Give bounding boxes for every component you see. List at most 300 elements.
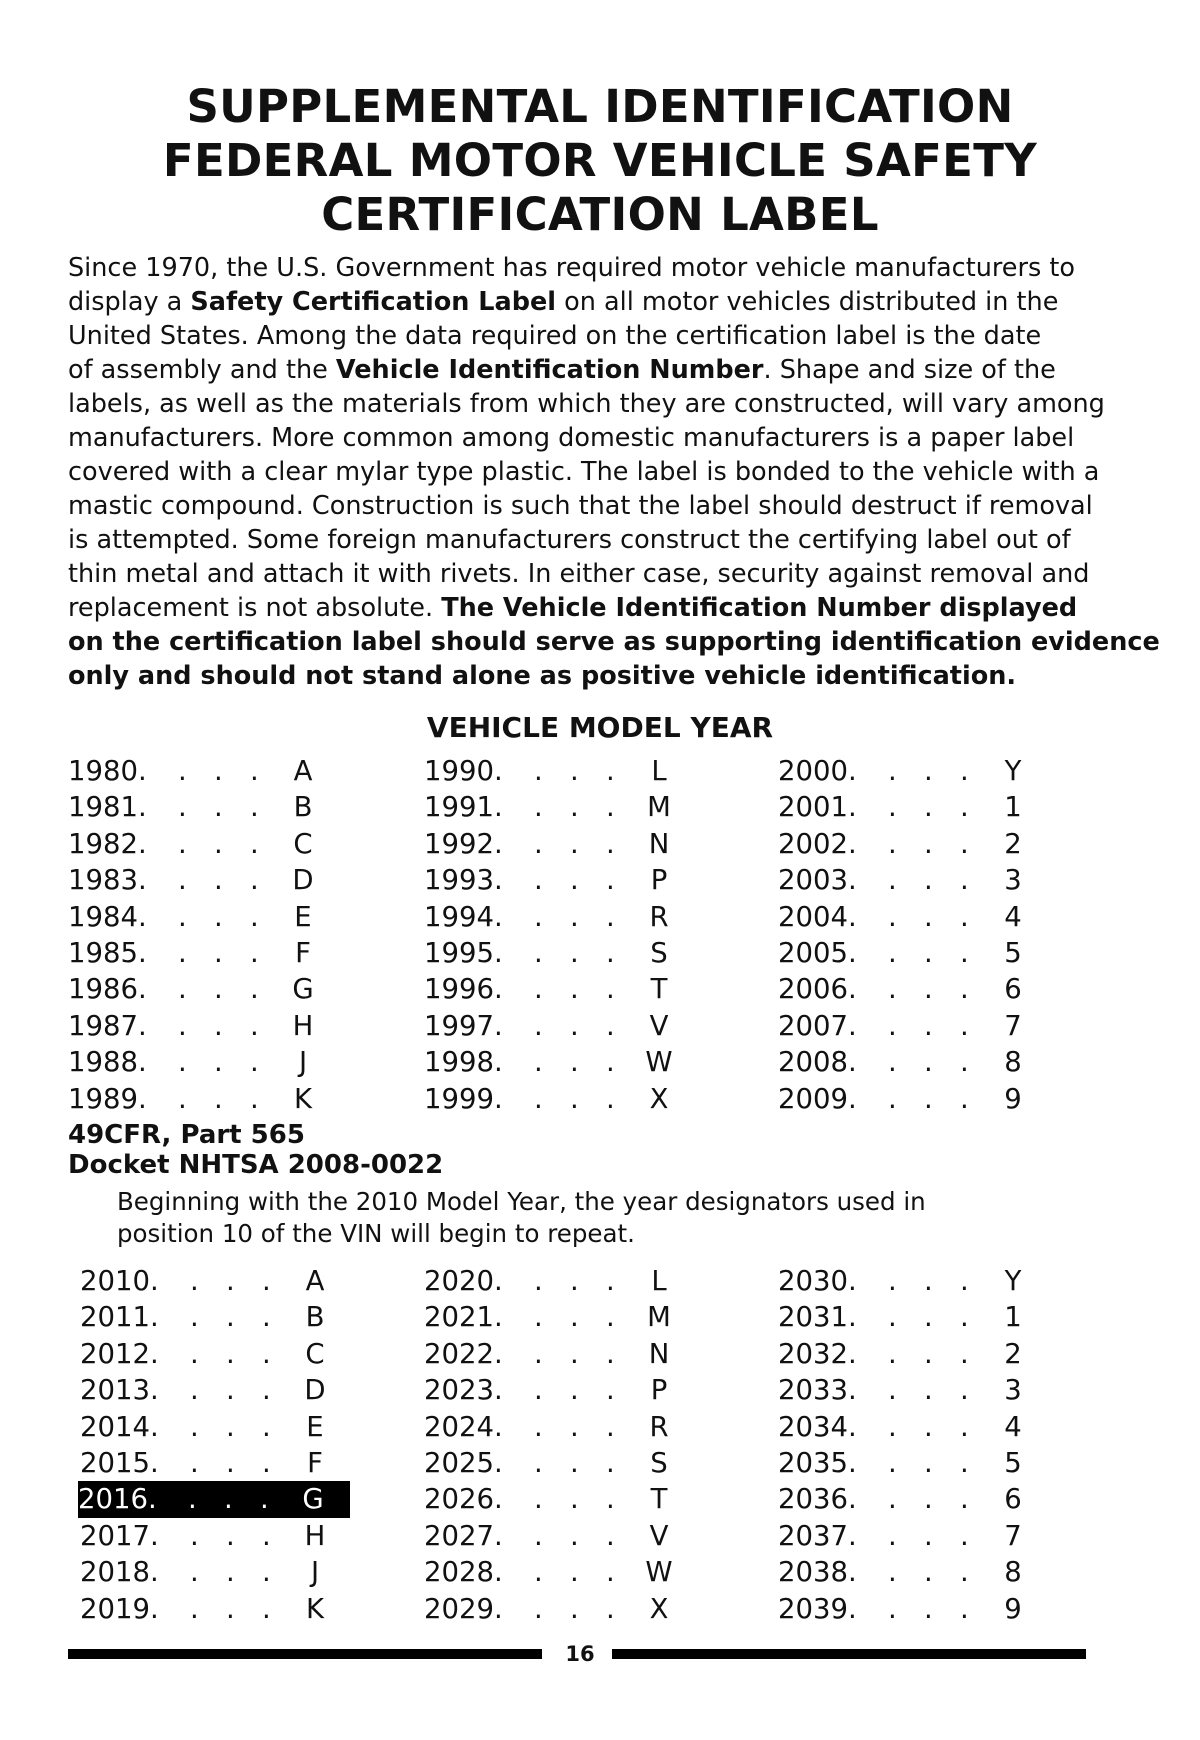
year-code-row bbox=[80, 1591, 360, 1627]
model-year: 2017. bbox=[80, 1519, 159, 1552]
year-code-row bbox=[778, 862, 1058, 898]
model-year: 1981. bbox=[68, 791, 147, 824]
model-year: 2016. bbox=[78, 1483, 157, 1516]
leader-dot: . bbox=[534, 1410, 543, 1443]
leader-dot: . bbox=[214, 973, 223, 1006]
model-year: 2007. bbox=[778, 1009, 857, 1042]
title-line-1: SUPPLEMENTAL IDENTIFICATION bbox=[186, 80, 1014, 133]
model-year: 2011. bbox=[80, 1301, 159, 1334]
year-code-row bbox=[778, 1299, 1058, 1335]
leader-dot: . bbox=[190, 1556, 199, 1589]
leader-dot: . bbox=[960, 1046, 969, 1079]
leader-dot: . bbox=[250, 936, 259, 969]
leader-dot: . bbox=[960, 936, 969, 969]
leader-dot: . bbox=[960, 1519, 969, 1552]
year-code: 8 bbox=[1004, 1046, 1022, 1079]
leader-dot: . bbox=[190, 1374, 199, 1407]
leader-dot: . bbox=[226, 1592, 235, 1625]
leader-dot: . bbox=[190, 1519, 199, 1552]
leader-dot: . bbox=[214, 864, 223, 897]
year-code: R bbox=[649, 1410, 669, 1443]
year-code: L bbox=[651, 755, 667, 787]
leader-dot: . bbox=[226, 1556, 235, 1589]
year-code: M bbox=[647, 791, 671, 824]
leader-dot: . bbox=[178, 1046, 187, 1079]
model-year: 1996. bbox=[424, 973, 503, 1006]
leader-dot: . bbox=[534, 936, 543, 969]
intro-text: of assembly and the bbox=[68, 355, 336, 385]
leader-dot: . bbox=[606, 973, 615, 1006]
leader-dot: . bbox=[224, 1483, 233, 1516]
leader-dot: . bbox=[570, 1265, 579, 1297]
year-code: S bbox=[650, 936, 668, 969]
year-code: G bbox=[292, 973, 314, 1006]
leader-dot: . bbox=[250, 827, 259, 860]
leader-dot: . bbox=[606, 1592, 615, 1625]
model-year: 2003. bbox=[778, 864, 857, 897]
intro-text: replacement is not absolute. bbox=[68, 593, 442, 623]
leader-dot: . bbox=[606, 1483, 615, 1516]
leader-dot: . bbox=[924, 1410, 933, 1443]
leader-dot: . bbox=[606, 1337, 615, 1370]
leader-dot: . bbox=[250, 1009, 259, 1042]
year-code-row bbox=[424, 826, 704, 862]
year-code: K bbox=[305, 1592, 325, 1625]
year-code: D bbox=[292, 864, 314, 897]
year-code-row bbox=[68, 826, 348, 862]
leader-dot: . bbox=[960, 900, 969, 933]
year-code: N bbox=[648, 1337, 670, 1370]
model-year: 2009. bbox=[778, 1082, 857, 1115]
leader-dot: . bbox=[960, 1082, 969, 1115]
year-code: 1 bbox=[1004, 1301, 1022, 1334]
leader-dot: . bbox=[606, 1265, 615, 1297]
intro-text: thin metal and attach it with rivets. In either case, security against removal and bbox=[68, 559, 1090, 589]
model-year: 2031. bbox=[778, 1301, 857, 1334]
leader-dot: . bbox=[226, 1337, 235, 1370]
year-code: 8 bbox=[1004, 1556, 1022, 1589]
year-code-row bbox=[778, 899, 1058, 935]
leader-dot: . bbox=[606, 900, 615, 933]
model-year: 2030. bbox=[778, 1265, 857, 1297]
leader-dot: . bbox=[178, 864, 187, 897]
year-code-row bbox=[424, 789, 704, 825]
model-year: 1985. bbox=[68, 936, 147, 969]
leader-dot: . bbox=[888, 1265, 897, 1297]
model-year: 2035. bbox=[778, 1446, 857, 1479]
leader-dot: . bbox=[570, 1046, 579, 1079]
leader-dot: . bbox=[888, 1046, 897, 1079]
leader-dot: . bbox=[570, 973, 579, 1006]
leader-dot: . bbox=[888, 1446, 897, 1479]
year-code: 9 bbox=[1004, 1082, 1022, 1115]
intro-text: . Shape and size of the bbox=[763, 355, 1056, 385]
page-number: 16 bbox=[565, 1642, 595, 1666]
leader-dot: . bbox=[190, 1301, 199, 1334]
intro-paragraph bbox=[68, 251, 1160, 693]
leader-dot: . bbox=[262, 1301, 271, 1334]
reference-line-2: Docket NHTSA 2008-0022 bbox=[68, 1150, 444, 1180]
leader-dot: . bbox=[226, 1265, 235, 1297]
leader-dot: . bbox=[534, 1337, 543, 1370]
leader-dot: . bbox=[888, 827, 897, 860]
leader-dot: . bbox=[888, 1410, 897, 1443]
leader-dot: . bbox=[960, 1337, 969, 1370]
model-year: 1992. bbox=[424, 827, 503, 860]
leader-dot: . bbox=[960, 864, 969, 897]
year-code: H bbox=[292, 1009, 314, 1042]
leader-dot: . bbox=[570, 1410, 579, 1443]
leader-dot: . bbox=[606, 1082, 615, 1115]
year-code-row bbox=[778, 1372, 1058, 1408]
year-table-2-col-1 bbox=[80, 1263, 360, 1627]
leader-dot: . bbox=[262, 1446, 271, 1479]
leader-dot: . bbox=[606, 755, 615, 787]
model-year: 1989. bbox=[68, 1082, 147, 1115]
leader-dot: . bbox=[924, 791, 933, 824]
leader-dot: . bbox=[960, 1410, 969, 1443]
intro-line bbox=[68, 387, 1148, 421]
leader-dot: . bbox=[190, 1410, 199, 1443]
model-year: 1980. bbox=[68, 755, 147, 787]
leader-dot: . bbox=[888, 1301, 897, 1334]
model-year: 2020. bbox=[424, 1265, 503, 1297]
leader-dot: . bbox=[570, 1519, 579, 1552]
year-code: M bbox=[647, 1301, 671, 1334]
leader-dot: . bbox=[250, 755, 259, 787]
regulation-reference bbox=[68, 1120, 443, 1180]
year-table-1-col-1 bbox=[68, 753, 348, 1117]
year-code: P bbox=[650, 864, 668, 897]
leader-dot: . bbox=[606, 1556, 615, 1589]
footer-rule-left bbox=[68, 1649, 542, 1659]
model-year: 1986. bbox=[68, 973, 147, 1006]
leader-dot: . bbox=[960, 1374, 969, 1407]
year-table-1-col-3 bbox=[778, 753, 1058, 1117]
leader-dot: . bbox=[178, 755, 187, 787]
leader-dot: . bbox=[214, 1082, 223, 1115]
year-table-2-col-3 bbox=[778, 1263, 1058, 1627]
leader-dot: . bbox=[606, 791, 615, 824]
year-code-row bbox=[778, 1081, 1058, 1117]
model-year: 2002. bbox=[778, 827, 857, 860]
leader-dot: . bbox=[190, 1337, 199, 1370]
leader-dot: . bbox=[534, 1592, 543, 1625]
leader-dot: . bbox=[888, 973, 897, 1006]
reference-line-1: 49CFR, Part 565 bbox=[68, 1120, 305, 1150]
leader-dot: . bbox=[924, 900, 933, 933]
leader-dot: . bbox=[570, 864, 579, 897]
year-code: L bbox=[651, 1265, 667, 1297]
repeat-note bbox=[117, 1186, 1017, 1250]
year-code-row bbox=[424, 1372, 704, 1408]
year-code-row bbox=[778, 1481, 1058, 1517]
intro-line bbox=[68, 285, 1148, 319]
leader-dot: . bbox=[226, 1446, 235, 1479]
leader-dot: . bbox=[924, 1337, 933, 1370]
leader-dot: . bbox=[570, 1592, 579, 1625]
leader-dot: . bbox=[960, 1592, 969, 1625]
note-line-1: Beginning with the 2010 Model Year, the year designators used in bbox=[117, 1187, 926, 1216]
year-code: K bbox=[293, 1082, 313, 1115]
leader-dot: . bbox=[178, 1009, 187, 1042]
year-code-row bbox=[80, 1372, 360, 1408]
intro-text: mastic compound. Construction is such that the label should destruct if removal bbox=[68, 491, 1093, 521]
year-code: B bbox=[293, 791, 313, 824]
leader-dot: . bbox=[214, 900, 223, 933]
intro-line bbox=[68, 557, 1148, 591]
leader-dot: . bbox=[534, 973, 543, 1006]
leader-dot: . bbox=[214, 1009, 223, 1042]
year-code-row bbox=[424, 1481, 704, 1517]
leader-dot: . bbox=[960, 791, 969, 824]
leader-dot: . bbox=[960, 1483, 969, 1516]
leader-dot: . bbox=[924, 1446, 933, 1479]
year-code-row bbox=[778, 1008, 1058, 1044]
year-code: W bbox=[645, 1556, 673, 1589]
leader-dot: . bbox=[226, 1519, 235, 1552]
leader-dot: . bbox=[534, 1265, 543, 1297]
leader-dot: . bbox=[606, 827, 615, 860]
leader-dot: . bbox=[606, 1046, 615, 1079]
leader-dot: . bbox=[924, 864, 933, 897]
leader-dot: . bbox=[960, 827, 969, 860]
intro-line bbox=[68, 523, 1148, 557]
intro-text: labels, as well as the materials from which they are constructed, will vary among bbox=[68, 389, 1105, 419]
year-code-row bbox=[424, 1008, 704, 1044]
model-year: 1991. bbox=[424, 791, 503, 824]
leader-dot: . bbox=[888, 1082, 897, 1115]
leader-dot: . bbox=[262, 1519, 271, 1552]
leader-dot: . bbox=[214, 936, 223, 969]
leader-dot: . bbox=[534, 1556, 543, 1589]
intro-line bbox=[68, 625, 1160, 659]
year-code-row bbox=[424, 899, 704, 935]
leader-dot: . bbox=[924, 973, 933, 1006]
intro-line bbox=[68, 353, 1148, 387]
model-year: 1998. bbox=[424, 1046, 503, 1079]
leader-dot: . bbox=[534, 900, 543, 933]
leader-dot: . bbox=[534, 755, 543, 787]
leader-dot: . bbox=[924, 936, 933, 969]
model-year: 2004. bbox=[778, 900, 857, 933]
leader-dot: . bbox=[960, 1009, 969, 1042]
year-code: E bbox=[306, 1410, 324, 1443]
leader-dot: . bbox=[960, 1556, 969, 1589]
model-year: 2018. bbox=[80, 1556, 159, 1589]
leader-dot: . bbox=[190, 1592, 199, 1625]
intro-text: United States. Among the data required on the certification label is the date bbox=[68, 321, 1042, 351]
leader-dot: . bbox=[924, 1556, 933, 1589]
year-code: 9 bbox=[1004, 1592, 1022, 1625]
year-code-row bbox=[68, 1081, 348, 1117]
intro-bold-text: Vehicle Identification Number bbox=[335, 355, 764, 385]
year-code: C bbox=[305, 1337, 325, 1370]
year-code: R bbox=[649, 900, 669, 933]
year-code-row bbox=[68, 899, 348, 935]
year-code: F bbox=[307, 1446, 323, 1479]
leader-dot: . bbox=[924, 1374, 933, 1407]
year-code: 6 bbox=[1004, 1483, 1022, 1516]
year-code-row bbox=[68, 789, 348, 825]
intro-text: on all motor vehicles distributed in the bbox=[556, 287, 1059, 317]
year-code-row bbox=[778, 1409, 1058, 1445]
leader-dot: . bbox=[924, 1519, 933, 1552]
year-code-row bbox=[778, 1591, 1058, 1627]
intro-bold-text: The Vehicle Identification Number displayed bbox=[441, 593, 1078, 623]
model-year: 2037. bbox=[778, 1519, 857, 1552]
year-code: D bbox=[304, 1374, 326, 1407]
model-year: 2027. bbox=[424, 1519, 503, 1552]
model-year: 2015. bbox=[80, 1446, 159, 1479]
model-year: 2025. bbox=[424, 1446, 503, 1479]
year-code: 7 bbox=[1004, 1009, 1022, 1042]
leader-dot: . bbox=[888, 936, 897, 969]
leader-dot: . bbox=[570, 1374, 579, 1407]
year-code-row bbox=[778, 1263, 1058, 1299]
year-code-row bbox=[424, 1409, 704, 1445]
year-code-row bbox=[424, 935, 704, 971]
leader-dot: . bbox=[190, 1446, 199, 1479]
year-code: 3 bbox=[1004, 864, 1022, 897]
leader-dot: . bbox=[262, 1374, 271, 1407]
leader-dot: . bbox=[924, 1592, 933, 1625]
year-code-row bbox=[424, 1263, 704, 1299]
leader-dot: . bbox=[188, 1483, 197, 1516]
model-year: 2010. bbox=[80, 1265, 159, 1297]
leader-dot: . bbox=[534, 1009, 543, 1042]
year-code-row bbox=[778, 826, 1058, 862]
model-year: 2033. bbox=[778, 1374, 857, 1407]
year-code: Y bbox=[1004, 1265, 1022, 1297]
year-code: T bbox=[650, 973, 668, 1006]
year-code-row bbox=[80, 1445, 360, 1481]
leader-dot: . bbox=[534, 827, 543, 860]
year-code-row bbox=[424, 1445, 704, 1481]
year-code: G bbox=[302, 1483, 324, 1516]
leader-dot: . bbox=[570, 791, 579, 824]
model-year: 2038. bbox=[778, 1556, 857, 1589]
leader-dot: . bbox=[570, 1483, 579, 1516]
leader-dot: . bbox=[960, 1265, 969, 1297]
leader-dot: . bbox=[924, 1301, 933, 1334]
year-code-row bbox=[778, 753, 1058, 789]
year-code-row bbox=[778, 789, 1058, 825]
year-table-1-col-2 bbox=[424, 753, 704, 1117]
year-code: J bbox=[298, 1046, 308, 1079]
year-code: Y bbox=[1004, 755, 1022, 787]
leader-dot: . bbox=[178, 936, 187, 969]
leader-dot: . bbox=[534, 1301, 543, 1334]
intro-line bbox=[68, 489, 1148, 523]
model-year: 2006. bbox=[778, 973, 857, 1006]
model-year: 2012. bbox=[80, 1337, 159, 1370]
leader-dot: . bbox=[260, 1483, 269, 1516]
leader-dot: . bbox=[534, 1483, 543, 1516]
model-year: 2023. bbox=[424, 1374, 503, 1407]
intro-line bbox=[68, 251, 1148, 285]
leader-dot: . bbox=[534, 791, 543, 824]
year-code-row bbox=[68, 935, 348, 971]
year-code: 3 bbox=[1004, 1374, 1022, 1407]
leader-dot: . bbox=[570, 1301, 579, 1334]
year-code-row bbox=[778, 1445, 1058, 1481]
year-code-row bbox=[80, 1409, 360, 1445]
leader-dot: . bbox=[924, 1082, 933, 1115]
leader-dot: . bbox=[250, 791, 259, 824]
model-year: 1993. bbox=[424, 864, 503, 897]
leader-dot: . bbox=[178, 791, 187, 824]
leader-dot: . bbox=[606, 1301, 615, 1334]
model-year: 1983. bbox=[68, 864, 147, 897]
model-year: 1994. bbox=[424, 900, 503, 933]
year-code: X bbox=[649, 1592, 669, 1625]
intro-line bbox=[68, 591, 1148, 625]
intro-bold-text: only and should not stand alone as positive vehicle identification. bbox=[68, 661, 1017, 691]
intro-line bbox=[68, 421, 1148, 455]
year-code: 5 bbox=[1004, 936, 1022, 969]
leader-dot: . bbox=[570, 827, 579, 860]
leader-dot: . bbox=[924, 1483, 933, 1516]
intro-text: Since 1970, the U.S. Government has required motor vehicle manufacturers to bbox=[68, 253, 1075, 283]
leader-dot: . bbox=[888, 1337, 897, 1370]
model-year: 1982. bbox=[68, 827, 147, 860]
year-code: 4 bbox=[1004, 1410, 1022, 1443]
year-code-row bbox=[424, 1336, 704, 1372]
leader-dot: . bbox=[960, 973, 969, 1006]
year-code: 7 bbox=[1004, 1519, 1022, 1552]
leader-dot: . bbox=[534, 1519, 543, 1552]
year-code: V bbox=[649, 1519, 669, 1552]
leader-dot: . bbox=[924, 1009, 933, 1042]
year-code-row bbox=[424, 1554, 704, 1590]
model-year: 2028. bbox=[424, 1556, 503, 1589]
year-code: T bbox=[650, 1483, 668, 1516]
leader-dot: . bbox=[226, 1374, 235, 1407]
leader-dot: . bbox=[226, 1301, 235, 1334]
year-code-row bbox=[424, 971, 704, 1007]
leader-dot: . bbox=[250, 1082, 259, 1115]
leader-dot: . bbox=[262, 1337, 271, 1370]
model-year: 2000. bbox=[778, 755, 857, 787]
year-code-row bbox=[68, 753, 348, 789]
leader-dot: . bbox=[262, 1556, 271, 1589]
year-table-2-col-2 bbox=[424, 1263, 704, 1627]
year-code: F bbox=[295, 936, 311, 969]
year-code-row bbox=[80, 1518, 360, 1554]
year-code-row bbox=[778, 1044, 1058, 1080]
model-year: 2008. bbox=[778, 1046, 857, 1079]
leader-dot: . bbox=[250, 1046, 259, 1079]
model-year: 2024. bbox=[424, 1410, 503, 1443]
leader-dot: . bbox=[534, 1082, 543, 1115]
leader-dot: . bbox=[606, 936, 615, 969]
intro-text: display a bbox=[68, 287, 191, 317]
year-code: 5 bbox=[1004, 1446, 1022, 1479]
model-year: 2022. bbox=[424, 1337, 503, 1370]
leader-dot: . bbox=[960, 755, 969, 787]
leader-dot: . bbox=[924, 1265, 933, 1297]
year-code-row bbox=[68, 1044, 348, 1080]
year-code: 4 bbox=[1004, 900, 1022, 933]
leader-dot: . bbox=[214, 755, 223, 787]
leader-dot: . bbox=[606, 1410, 615, 1443]
leader-dot: . bbox=[888, 1483, 897, 1516]
leader-dot: . bbox=[262, 1265, 271, 1297]
leader-dot: . bbox=[214, 791, 223, 824]
leader-dot: . bbox=[888, 1519, 897, 1552]
leader-dot: . bbox=[214, 827, 223, 860]
